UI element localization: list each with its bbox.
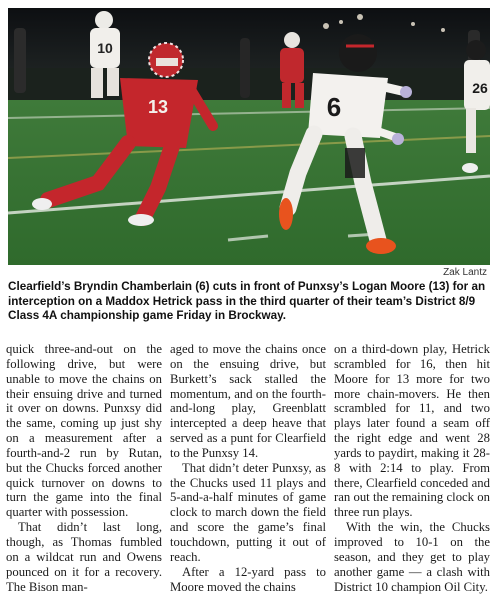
paragraph: With the win, the Chucks improved to 10-1 on the season, and they get to play another game — a clash with District 10 champion Oil City. [334, 520, 490, 594]
paragraph: That didn’t deter Punxsy, as the Chucks used 11 plays and 5-and-a-half minutes of game clock to march down the field and score the game’s final touchdown, putting it out of reach. [170, 460, 326, 564]
article-column-1 [6, 342, 162, 612]
paragraph: aged to move the chains once on the ensuing drive, but Burkett’s sack stalled the momentum, and on the fourth-and-long play, Greenblatt intercepted a deep heave that served as a punt for Clearfield to the Punxsy 14. [170, 342, 326, 460]
paragraph: After a 12-yard pass to Moore moved the chains [170, 564, 326, 594]
article-column-3 [334, 342, 490, 612]
photo-caption: Clearfield’s Bryndin Chamberlain (6) cuts in front of Punxsy’s Logan Moore (13) for an interception on a Maddox Hetrick pass in the third quarter of their team’s District 8/9 Class 4A championship game Friday in Brockway. [8, 280, 486, 323]
article-body [6, 342, 490, 612]
paragraph: That didn’t last long, though, as Thomas fumbled on a wildcat run and Owens pounced on it for a recovery. The Bison man- [6, 520, 162, 594]
game-photo [8, 8, 490, 265]
photo-credit: Zak Lantz [443, 267, 487, 278]
jersey-number: 6 [326, 92, 342, 122]
article-column-2 [170, 342, 326, 612]
paragraph: quick three-and-out on the following drive, but were unable to move the chains on their ensuing drive and turned it over on downs. Punxsy did the same, coming up just shy on a measurement after a fourth-and-2 run by Rutan, but the Chucks forced another quick turnover on downs to turn the game into the final quarter with possession. [6, 342, 162, 520]
jersey-number: 26 [472, 80, 488, 96]
jersey-number: 10 [97, 40, 113, 56]
paragraph: on a third-down play, Hetrick scrambled for 16, then hit Moore for 13 more for two more chain-movers. He then scrambled for 11, and two plays later found a seam off the right edge and went 28 yards to paydirt, making it 28-8 with 2:14 to play. From there, Clearfield conceded and ran out the remaining clock on three run plays. [334, 342, 490, 520]
football-scene-illustration [8, 8, 490, 265]
jersey-number: 13 [147, 97, 169, 117]
